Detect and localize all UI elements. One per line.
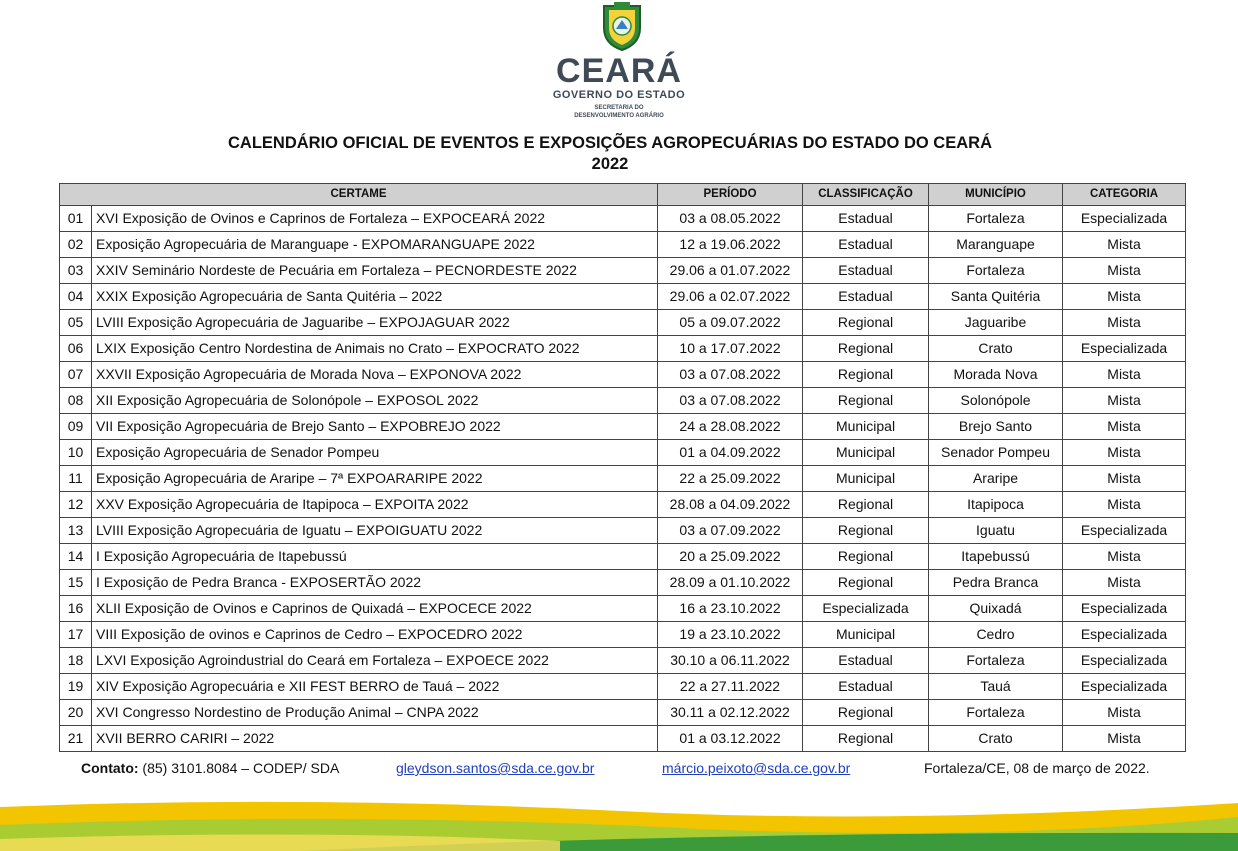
row-number: 18 (60, 648, 92, 674)
cell-classificacao: Estadual (803, 648, 929, 674)
cell-municipio: Jaguaribe (929, 310, 1063, 336)
cell-certame: VII Exposição Agropecuária de Brejo Santo – EXPOBREJO 2022 (92, 414, 658, 440)
cell-periodo: 03 a 07.08.2022 (658, 362, 803, 388)
cell-periodo: 01 a 04.09.2022 (658, 440, 803, 466)
cell-periodo: 28.09 a 01.10.2022 (658, 570, 803, 596)
table-row (60, 622, 1186, 648)
cell-municipio: Pedra Branca (929, 570, 1063, 596)
row-number: 16 (60, 596, 92, 622)
row-number: 08 (60, 388, 92, 414)
row-number: 03 (60, 258, 92, 284)
contact-phone: (85) 3101.8084 – CODEP/ SDA (138, 760, 340, 776)
cell-periodo: 22 a 27.11.2022 (658, 674, 803, 700)
row-number: 20 (60, 700, 92, 726)
cell-periodo: 29.06 a 02.07.2022 (658, 284, 803, 310)
cell-municipio: Solonópole (929, 388, 1063, 414)
cell-certame: I Exposição Agropecuária de Itapebussú (92, 544, 658, 570)
cell-periodo: 16 a 23.10.2022 (658, 596, 803, 622)
table-row (60, 284, 1186, 310)
cell-municipio: Santa Quitéria (929, 284, 1063, 310)
cell-certame: XVI Exposição de Ovinos e Caprinos de Fortaleza – EXPOCEARÁ 2022 (92, 206, 658, 232)
cell-periodo: 29.06 a 01.07.2022 (658, 258, 803, 284)
row-number: 04 (60, 284, 92, 310)
table-body (60, 206, 1186, 752)
cell-certame: LXIX Exposição Centro Nordestina de Animais no Crato – EXPOCRATO 2022 (92, 336, 658, 362)
row-number: 21 (60, 726, 92, 752)
cell-classificacao: Regional (803, 336, 929, 362)
cell-categoria: Mista (1063, 466, 1186, 492)
footer-contact (0, 760, 1238, 780)
cell-periodo: 28.08 a 04.09.2022 (658, 492, 803, 518)
cell-certame: XXV Exposição Agropecuária de Itapipoca – EXPOITA 2022 (92, 492, 658, 518)
cell-periodo: 22 a 25.09.2022 (658, 466, 803, 492)
cell-classificacao: Estadual (803, 206, 929, 232)
cell-periodo: 03 a 07.08.2022 (658, 388, 803, 414)
cell-classificacao: Municipal (803, 466, 929, 492)
events-calendar-table (59, 183, 1186, 752)
cell-periodo: 12 a 19.06.2022 (658, 232, 803, 258)
cell-categoria: Mista (1063, 570, 1186, 596)
row-number: 11 (60, 466, 92, 492)
department-line-1: SECRETARIA DO (594, 105, 644, 111)
state-coat-of-arms-icon (596, 0, 648, 52)
cell-municipio: Maranguape (929, 232, 1063, 258)
brand-name: CEARÁ (556, 52, 682, 90)
cell-periodo: 05 a 09.07.2022 (658, 310, 803, 336)
cell-periodo: 30.10 a 06.11.2022 (658, 648, 803, 674)
cell-classificacao: Regional (803, 492, 929, 518)
cell-certame: XII Exposição Agropecuária de Solonópole – EXPOSOL 2022 (92, 388, 658, 414)
brand-subtitle: GOVERNO DO ESTADO (552, 89, 686, 101)
cell-categoria: Mista (1063, 284, 1186, 310)
contact-label: Contato: (81, 760, 139, 776)
row-number: 14 (60, 544, 92, 570)
row-number: 17 (60, 622, 92, 648)
cell-certame: XLII Exposição de Ovinos e Caprinos de Quixadá – EXPOCECE 2022 (92, 596, 658, 622)
cell-municipio: Crato (929, 726, 1063, 752)
cell-certame: LXVI Exposição Agroindustrial do Ceará em Fortaleza – EXPOECE 2022 (92, 648, 658, 674)
table-row (60, 414, 1186, 440)
table-row (60, 648, 1186, 674)
cell-categoria: Mista (1063, 492, 1186, 518)
table-row (60, 362, 1186, 388)
cell-municipio: Quixadá (929, 596, 1063, 622)
row-number: 19 (60, 674, 92, 700)
table-row (60, 466, 1186, 492)
cell-municipio: Iguatu (929, 518, 1063, 544)
table-row (60, 232, 1186, 258)
letterhead (0, 0, 1238, 125)
header-classificacao: CLASSIFICAÇÃO (803, 184, 929, 206)
email-link-1[interactable]: gleydson.santos@sda.ce.gov.br (396, 760, 595, 776)
cell-categoria: Especializada (1063, 622, 1186, 648)
cell-classificacao: Regional (803, 544, 929, 570)
cell-categoria: Especializada (1063, 206, 1186, 232)
cell-municipio: Itapebussú (929, 544, 1063, 570)
cell-periodo: 03 a 07.09.2022 (658, 518, 803, 544)
cell-categoria: Mista (1063, 362, 1186, 388)
document-year: 2022 (591, 155, 629, 173)
cell-categoria: Mista (1063, 440, 1186, 466)
cell-categoria: Mista (1063, 414, 1186, 440)
table-row (60, 700, 1186, 726)
cell-periodo: 19 a 23.10.2022 (658, 622, 803, 648)
cell-classificacao: Regional (803, 362, 929, 388)
cell-periodo: 03 a 08.05.2022 (658, 206, 803, 232)
cell-certame: XVII BERRO CARIRI – 2022 (92, 726, 658, 752)
cell-certame: I Exposição de Pedra Branca - EXPOSERTÃO 2022 (92, 570, 658, 596)
table-row (60, 570, 1186, 596)
cell-classificacao: Regional (803, 388, 929, 414)
cell-periodo: 24 a 28.08.2022 (658, 414, 803, 440)
cell-categoria: Especializada (1063, 336, 1186, 362)
cell-municipio: Senador Pompeu (929, 440, 1063, 466)
cell-classificacao: Municipal (803, 440, 929, 466)
table-row (60, 726, 1186, 752)
table-row (60, 674, 1186, 700)
cell-periodo: 20 a 25.09.2022 (658, 544, 803, 570)
cell-certame: XXIX Exposição Agropecuária de Santa Quitéria – 2022 (92, 284, 658, 310)
contact-info (81, 760, 339, 776)
table-row (60, 440, 1186, 466)
cell-categoria: Mista (1063, 310, 1186, 336)
cell-categoria: Mista (1063, 258, 1186, 284)
cell-certame: XXVII Exposição Agropecuária de Morada Nova – EXPONOVA 2022 (92, 362, 658, 388)
cell-classificacao: Estadual (803, 258, 929, 284)
cell-classificacao: Regional (803, 518, 929, 544)
place-and-date: Fortaleza/CE, 08 de março de 2022. (924, 760, 1150, 776)
cell-certame: XVI Congresso Nordestino de Produção Animal – CNPA 2022 (92, 700, 658, 726)
cell-classificacao: Regional (803, 700, 929, 726)
table-row (60, 492, 1186, 518)
table-row (60, 336, 1186, 362)
row-number: 06 (60, 336, 92, 362)
cell-municipio: Cedro (929, 622, 1063, 648)
cell-categoria: Mista (1063, 726, 1186, 752)
cell-certame: VIII Exposição de ovinos e Caprinos de Cedro – EXPOCEDRO 2022 (92, 622, 658, 648)
cell-municipio: Morada Nova (929, 362, 1063, 388)
table-row (60, 518, 1186, 544)
row-number: 15 (60, 570, 92, 596)
cell-municipio: Itapipoca (929, 492, 1063, 518)
cell-municipio: Crato (929, 336, 1063, 362)
header-certame: CERTAME (60, 184, 658, 206)
table-row (60, 258, 1186, 284)
cell-municipio: Brejo Santo (929, 414, 1063, 440)
cell-categoria: Mista (1063, 700, 1186, 726)
cell-categoria: Mista (1063, 388, 1186, 414)
department-line-2: DESENVOLVIMENTO AGRÁRIO (574, 113, 664, 119)
cell-municipio: Fortaleza (929, 206, 1063, 232)
cell-municipio: Fortaleza (929, 648, 1063, 674)
email-link-2[interactable]: márcio.peixoto@sda.ce.gov.br (662, 760, 851, 776)
cell-classificacao: Municipal (803, 622, 929, 648)
cell-certame: Exposição Agropecuária de Senador Pompeu (92, 440, 658, 466)
row-number: 01 (60, 206, 92, 232)
cell-categoria: Mista (1063, 544, 1186, 570)
cell-classificacao: Estadual (803, 674, 929, 700)
cell-classificacao: Regional (803, 726, 929, 752)
row-number: 07 (60, 362, 92, 388)
row-number: 09 (60, 414, 92, 440)
decorative-flag-band (0, 795, 1238, 851)
cell-certame: Exposição Agropecuária de Araripe – 7ª EXPOARARIPE 2022 (92, 466, 658, 492)
cell-classificacao: Especializada (803, 596, 929, 622)
header-categoria: CATEGORIA (1063, 184, 1186, 206)
document-title: CALENDÁRIO OFICIAL DE EVENTOS E EXPOSIÇÕES AGROPECUÁRIAS DO ESTADO DO CEARÁ (228, 134, 992, 152)
table-header-row (60, 184, 1186, 206)
table-row (60, 388, 1186, 414)
header-municipio: MUNICÍPIO (929, 184, 1063, 206)
row-number: 13 (60, 518, 92, 544)
cell-classificacao: Municipal (803, 414, 929, 440)
row-number: 10 (60, 440, 92, 466)
row-number: 05 (60, 310, 92, 336)
cell-classificacao: Estadual (803, 284, 929, 310)
cell-classificacao: Estadual (803, 232, 929, 258)
row-number: 12 (60, 492, 92, 518)
cell-municipio: Fortaleza (929, 258, 1063, 284)
cell-periodo: 30.11 a 02.12.2022 (658, 700, 803, 726)
cell-municipio: Araripe (929, 466, 1063, 492)
cell-municipio: Tauá (929, 674, 1063, 700)
row-number: 02 (60, 232, 92, 258)
cell-certame: LVIII Exposição Agropecuária de Jaguaribe – EXPOJAGUAR 2022 (92, 310, 658, 336)
header-periodo: PERÍODO (658, 184, 803, 206)
table-row (60, 544, 1186, 570)
cell-classificacao: Regional (803, 310, 929, 336)
cell-periodo: 10 a 17.07.2022 (658, 336, 803, 362)
cell-categoria: Especializada (1063, 674, 1186, 700)
cell-municipio: Fortaleza (929, 700, 1063, 726)
cell-certame: XIV Exposição Agropecuária e XII FEST BERRO de Tauá – 2022 (92, 674, 658, 700)
cell-certame: LVIII Exposição Agropecuária de Iguatu – EXPOIGUATU 2022 (92, 518, 658, 544)
cell-classificacao: Regional (803, 570, 929, 596)
cell-categoria: Mista (1063, 232, 1186, 258)
cell-categoria: Especializada (1063, 596, 1186, 622)
table-row (60, 596, 1186, 622)
table-row (60, 310, 1186, 336)
cell-certame: Exposição Agropecuária de Maranguape - EXPOMARANGUAPE 2022 (92, 232, 658, 258)
cell-periodo: 01 a 03.12.2022 (658, 726, 803, 752)
cell-categoria: Especializada (1063, 518, 1186, 544)
cell-categoria: Especializada (1063, 648, 1186, 674)
table-row (60, 206, 1186, 232)
cell-certame: XXIV Seminário Nordeste de Pecuária em Fortaleza – PECNORDESTE 2022 (92, 258, 658, 284)
